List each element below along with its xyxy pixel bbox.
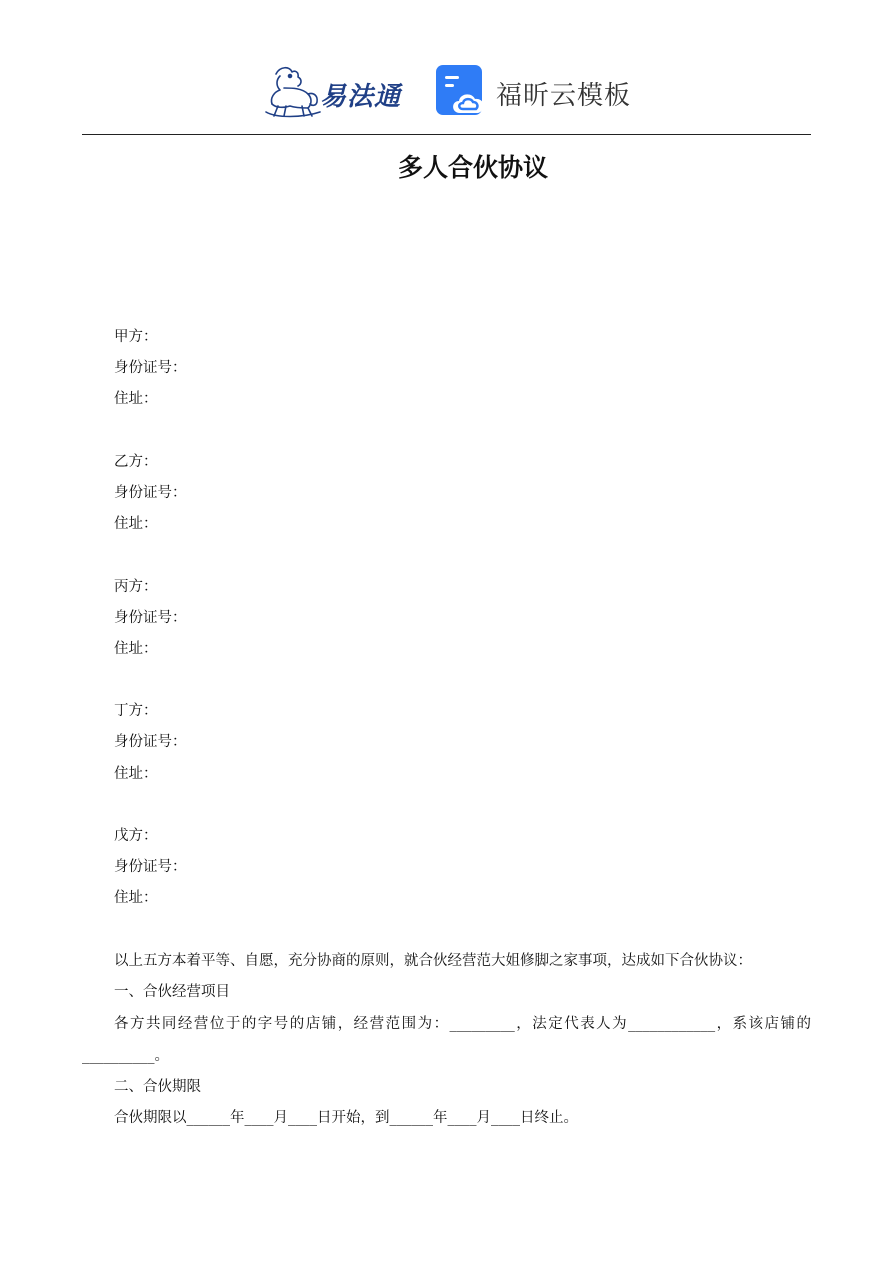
- section-heading: 一、合伙经营项目: [114, 983, 230, 1000]
- party-address-label: 住址：: [114, 765, 158, 782]
- document-title: 多人合伙协议: [397, 153, 548, 182]
- party-block: [82, 447, 811, 572]
- party-role: 丙方：: [114, 578, 158, 595]
- yifatong-logo: [262, 62, 412, 120]
- document-body: [82, 322, 811, 1135]
- party-role: 甲方：: [114, 329, 158, 345]
- party-address-label: 住址：: [114, 890, 158, 907]
- yifatong-logo-text: 易法通: [320, 82, 402, 112]
- header-divider: [82, 134, 811, 135]
- party-role: 戊方：: [114, 828, 158, 844]
- party-address-label: 住址：: [114, 391, 158, 408]
- section-heading: 二、合伙期限: [114, 1079, 201, 1096]
- party-block: [82, 696, 811, 821]
- party-id-label: 身份证号：: [114, 734, 187, 751]
- section-paragraph: 各方共同经营位于的字号的店铺，经营范围为：_________，法定代表人为____________，系该店铺的__________。: [82, 1016, 811, 1065]
- foxit-template-logo-text: 福昕云模板: [496, 81, 632, 111]
- party-block: [82, 322, 811, 447]
- party-address-label: 住址：: [114, 640, 158, 657]
- page-header: [0, 60, 893, 122]
- party-id-label: 身份证号：: [114, 484, 187, 501]
- party-role: 乙方：: [114, 453, 158, 470]
- section-paragraph: 合伙期限以______年____月____日开始，到______年____月____日终止。: [114, 1110, 578, 1127]
- intro-paragraph: 以上五方本着平等、自愿，充分协商的原则，就合伙经营范大姐修脚之家事项，达成如下合伙协议：: [114, 952, 752, 969]
- cloud-document-icon: [436, 65, 488, 117]
- party-role: 丁方：: [114, 703, 158, 720]
- party-address-label: 住址：: [114, 516, 158, 533]
- party-block: [82, 821, 811, 946]
- party-id-label: 身份证号：: [114, 360, 187, 377]
- party-block: [82, 572, 811, 697]
- party-id-label: 身份证号：: [114, 609, 187, 626]
- party-id-label: 身份证号：: [114, 859, 187, 876]
- foxit-template-logo: [436, 65, 646, 117]
- qilin-logo-icon: [262, 62, 322, 120]
